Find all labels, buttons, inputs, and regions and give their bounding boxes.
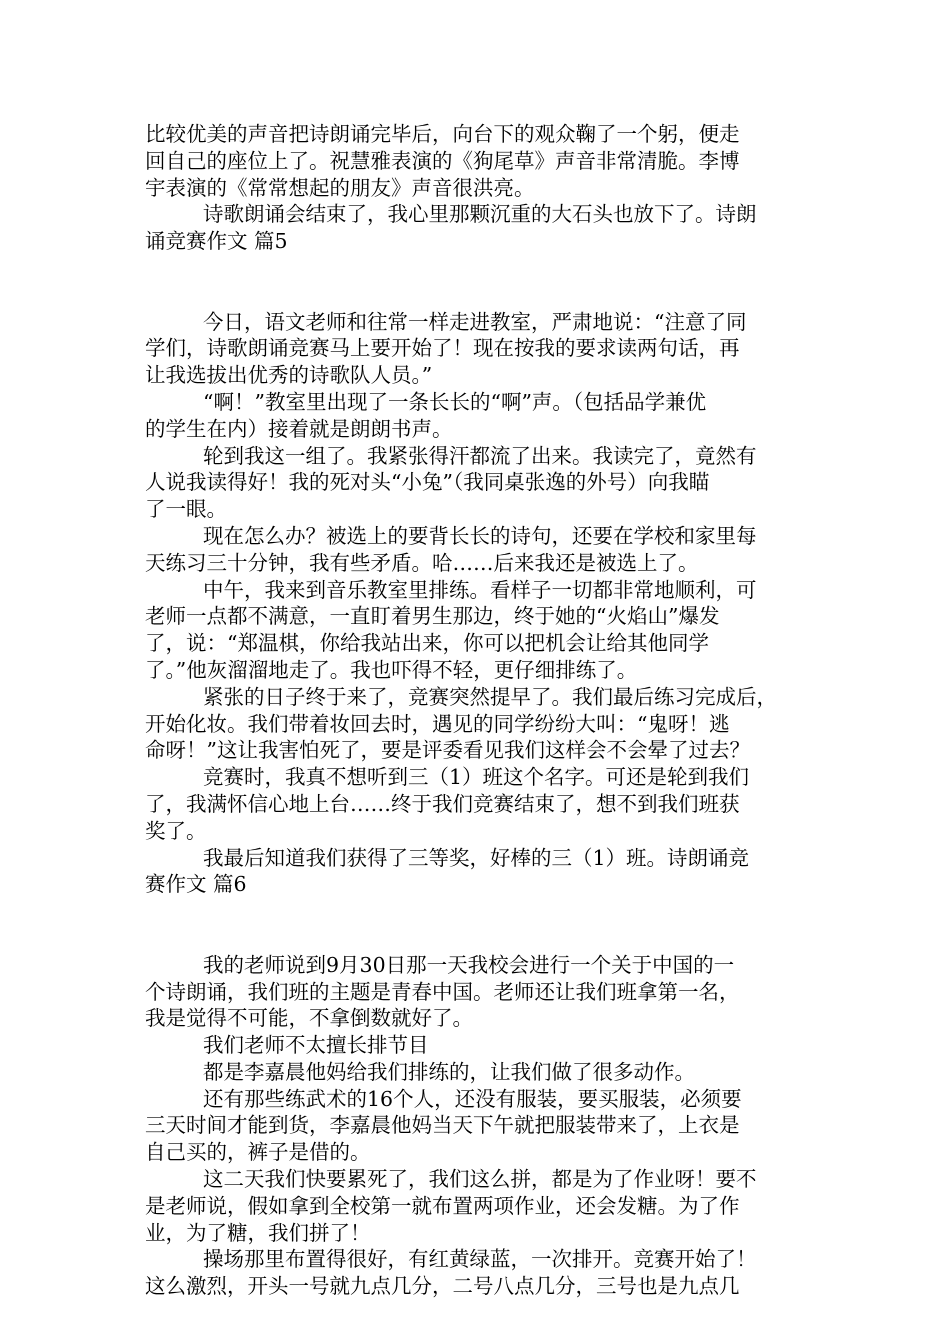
text-line: 这二天我们快要累死了，我们这么拼，都是为了作业呀！要不	[203, 1167, 757, 1192]
text-line: 命呀！”这让我害怕死了，要是评委看见我们这样会不会晕了过去？	[145, 738, 750, 763]
text-line: 业，为了糖，我们拼了！	[145, 1220, 371, 1245]
text-line: 诗歌朗诵会结束了，我心里那颗沉重的大石头也放下了。诗朗	[203, 202, 757, 227]
section-heading: 诵竞赛作文 篇5	[145, 229, 288, 254]
text-line: 都是李嘉晨他妈给我们排练的，让我们做了很多动作。	[203, 1059, 695, 1084]
text-line: 这么激烈，开头一号就九点几分，二号八点几分，三号也是九点几	[145, 1274, 740, 1299]
text-line: 比较优美的声音把诗朗诵完毕后，向台下的观众鞠了一个躬，便走	[145, 122, 740, 146]
text-line: 今日，语文老师和往常一样走进教室，严肃地说：“注意了同	[203, 309, 747, 334]
text-line: 我是觉得不可能，不拿倒数就好了。	[145, 1006, 473, 1031]
text-line: 学们，诗歌朗诵竞赛马上要开始了！现在按我的要求读两句话，再	[145, 336, 740, 361]
text-line: 人说我读得好！我的死对头“小兔”（我同桌张逸的外号）向我瞄	[145, 470, 710, 495]
section-gap	[145, 255, 825, 309]
text-line: 回自己的座位上了。祝慧雅表演的《狗尾草》声音非常清脆。李博	[145, 148, 740, 173]
text-line: 个诗朗诵，我们班的主题是青春中国。老师还让我们班拿第一名，	[145, 979, 740, 1004]
text-line: 现在怎么办？被选上的要背长长的诗句，还要在学校和家里每	[203, 523, 757, 548]
text-line: 中午，我来到音乐教室里排练。看样子一切都非常地顺利，可	[203, 577, 757, 602]
text-line: 了，我满怀信心地上台……终于我们竞赛结束了，想不到我们班获	[145, 791, 740, 816]
text-line: 了一眼。	[145, 497, 227, 522]
text-line: 竞赛时，我真不想听到三（1）班这个名字。可还是轮到我们	[203, 765, 750, 790]
text-line: 轮到我这一组了。我紧张得汗都流了出来。我读完了，竟然有	[203, 443, 757, 468]
section-heading: 赛作文 篇6	[145, 872, 247, 897]
text-line: 我们老师不太擅长排节目	[203, 1033, 429, 1058]
text-line: 奖了。	[145, 818, 207, 843]
text-line: 了，说：“郑温棋，你给我站出来，你可以把机会让给其他同学	[145, 631, 709, 656]
text-line: 了。”他灰溜溜地走了。我也吓得不轻，更仔细排练了。	[145, 657, 638, 682]
text-line: 三天时间才能到货，李嘉晨他妈当天下午就把服装带来了，上衣是	[145, 1113, 740, 1138]
text-line: 自己买的，裤子是借的。	[145, 1140, 371, 1165]
text-line: 宇表演的《常常想起的朋友》声音很洪亮。	[145, 175, 535, 200]
text-line: 让我选拔出优秀的诗歌队人员。”	[145, 363, 433, 388]
text-line: 紧张的日子终于来了，竞赛突然提早了。我们最后练习完成后，	[203, 684, 777, 709]
document-body	[145, 121, 825, 1300]
text-line: 开始化妆。我们带着妆回去时，遇见的同学纷纷大叫：“鬼呀！逃	[145, 711, 730, 736]
text-line: 老师一点都不满意，一直盯着男生那边，终于她的“火焰山”爆发	[145, 604, 720, 629]
text-line: 是老师说，假如拿到全校第一就布置两项作业，还会发糖。为了作	[145, 1193, 740, 1218]
text-line: 还有那些练武术的16个人，还没有服装，要买服装，必须要	[203, 1086, 742, 1111]
text-line: “啊！”教室里出现了一条长长的“啊”声。（包括品学兼优	[203, 389, 707, 414]
section-gap	[145, 898, 825, 952]
text-line: 操场那里布置得很好，有红黄绿蓝，一次排开。竞赛开始了！	[203, 1247, 757, 1272]
text-line: 我的老师说到9月30日那一天我校会进行一个关于中国的一	[203, 952, 735, 977]
text-line: 天练习三十分钟，我有些矛盾。哈……后来我还是被选上了。	[145, 550, 699, 575]
text-line: 的学生在内）接着就是朗朗书声。	[145, 416, 453, 441]
text-line: 我最后知道我们获得了三等奖，好棒的三（1）班。诗朗诵竞	[203, 845, 750, 870]
